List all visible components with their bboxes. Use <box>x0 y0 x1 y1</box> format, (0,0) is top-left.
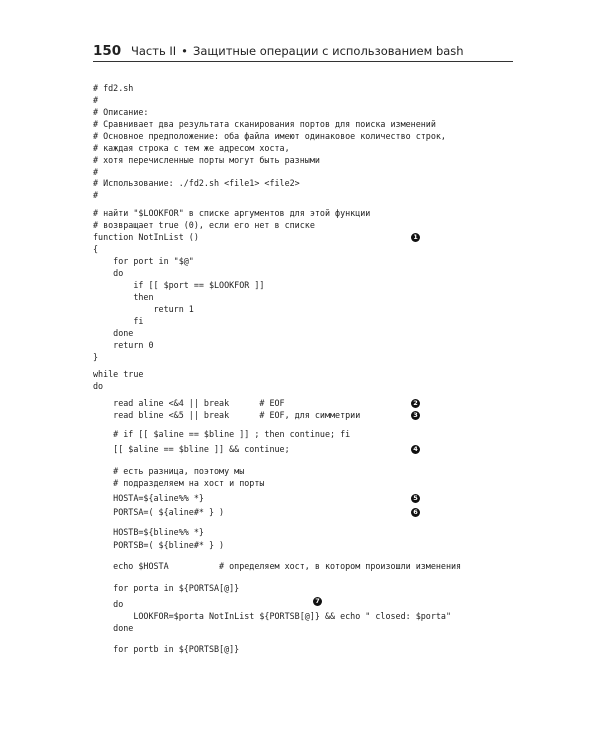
code-line: # каждая строка с тем же адресом хоста, <box>93 143 290 153</box>
code-line: do <box>93 599 124 609</box>
callout-marker-5: 5 <box>411 494 420 503</box>
code-line: done <box>93 623 134 633</box>
code-line: { <box>93 244 99 254</box>
code-line: # найти "$LOOKFOR" в списке аргументов для этой функции <box>93 208 371 218</box>
page-number: 150 <box>93 43 122 59</box>
callout-marker-3: 3 <box>411 411 420 420</box>
code-line: # <box>93 190 99 200</box>
code-line: [[ $aline == $bline ]] && continue; <box>93 444 290 454</box>
code-line: # есть разница, поэтому мы <box>93 466 245 476</box>
callout-marker-7: 7 <box>313 597 322 606</box>
code-line: } <box>93 352 99 362</box>
code-line: echo $HOSTA # определяем хост, в котором произошли изменения <box>93 561 462 571</box>
code-line: HOSTB=${bline%% *} <box>93 527 204 537</box>
chapter-title: Защитные операции с использованием bash <box>192 44 464 58</box>
part-label: Часть II <box>131 44 177 58</box>
code-line: read bline <&5 || break # EOF, для симметрии <box>93 410 361 420</box>
code-line: # <box>93 95 99 105</box>
code-line: PORTSB=( ${bline#* } ) <box>93 540 225 550</box>
code-line: # хотя перечисленные порты могут быть разными <box>93 155 320 165</box>
code-line: if [[ $port == $LOOKFOR ]] <box>93 280 265 290</box>
code-line: # if [[ $aline == $bline ]] ; then continue; fi <box>93 429 351 439</box>
code-line: # Использование: ./fd2.sh <file1> <file2> <box>93 178 300 188</box>
header-rule <box>93 61 513 62</box>
code-line: done <box>93 328 134 338</box>
code-line: while true <box>93 369 144 379</box>
code-line: then <box>93 292 154 302</box>
callout-marker-2: 2 <box>411 399 420 408</box>
callout-marker-1: 1 <box>411 233 420 242</box>
code-line: for port in "$@" <box>93 256 194 266</box>
code-line: for portb in ${PORTSB[@]} <box>93 644 240 654</box>
code-line: LOOKFOR=$porta NotInList ${PORTSB[@]} && echo " closed: $porta" <box>93 611 451 621</box>
code-line: # подразделяем на хост и порты <box>93 478 265 488</box>
code-line: # возвращает true (0), если его нет в списке <box>93 220 315 230</box>
code-line: # fd2.sh <box>93 83 134 93</box>
running-head <box>131 44 464 58</box>
code-line: # <box>93 167 99 177</box>
code-line: do <box>93 381 104 391</box>
code-line: do <box>93 268 124 278</box>
code-line: read aline <&4 || break # EOF <box>93 398 285 408</box>
code-line: PORTSA=( ${aline#* } ) <box>93 507 225 517</box>
code-line: return 1 <box>93 304 194 314</box>
code-line: function NotInList () <box>93 232 199 242</box>
callout-marker-4: 4 <box>411 445 420 454</box>
header-separator: • <box>181 44 188 58</box>
page-header <box>93 41 513 63</box>
callout-marker-6: 6 <box>411 508 420 517</box>
code-line: for porta in ${PORTSA[@]} <box>93 583 240 593</box>
code-line: # Основное предположение: оба файла имеют одинаковое количество строк, <box>93 131 446 141</box>
code-line: fi <box>93 316 144 326</box>
code-line: HOSTA=${aline%% *} <box>93 493 204 503</box>
code-line: # Сравнивает два результата сканирования портов для поиска изменений <box>93 119 436 129</box>
code-line: return 0 <box>93 340 154 350</box>
code-line: # Описание: <box>93 107 149 117</box>
